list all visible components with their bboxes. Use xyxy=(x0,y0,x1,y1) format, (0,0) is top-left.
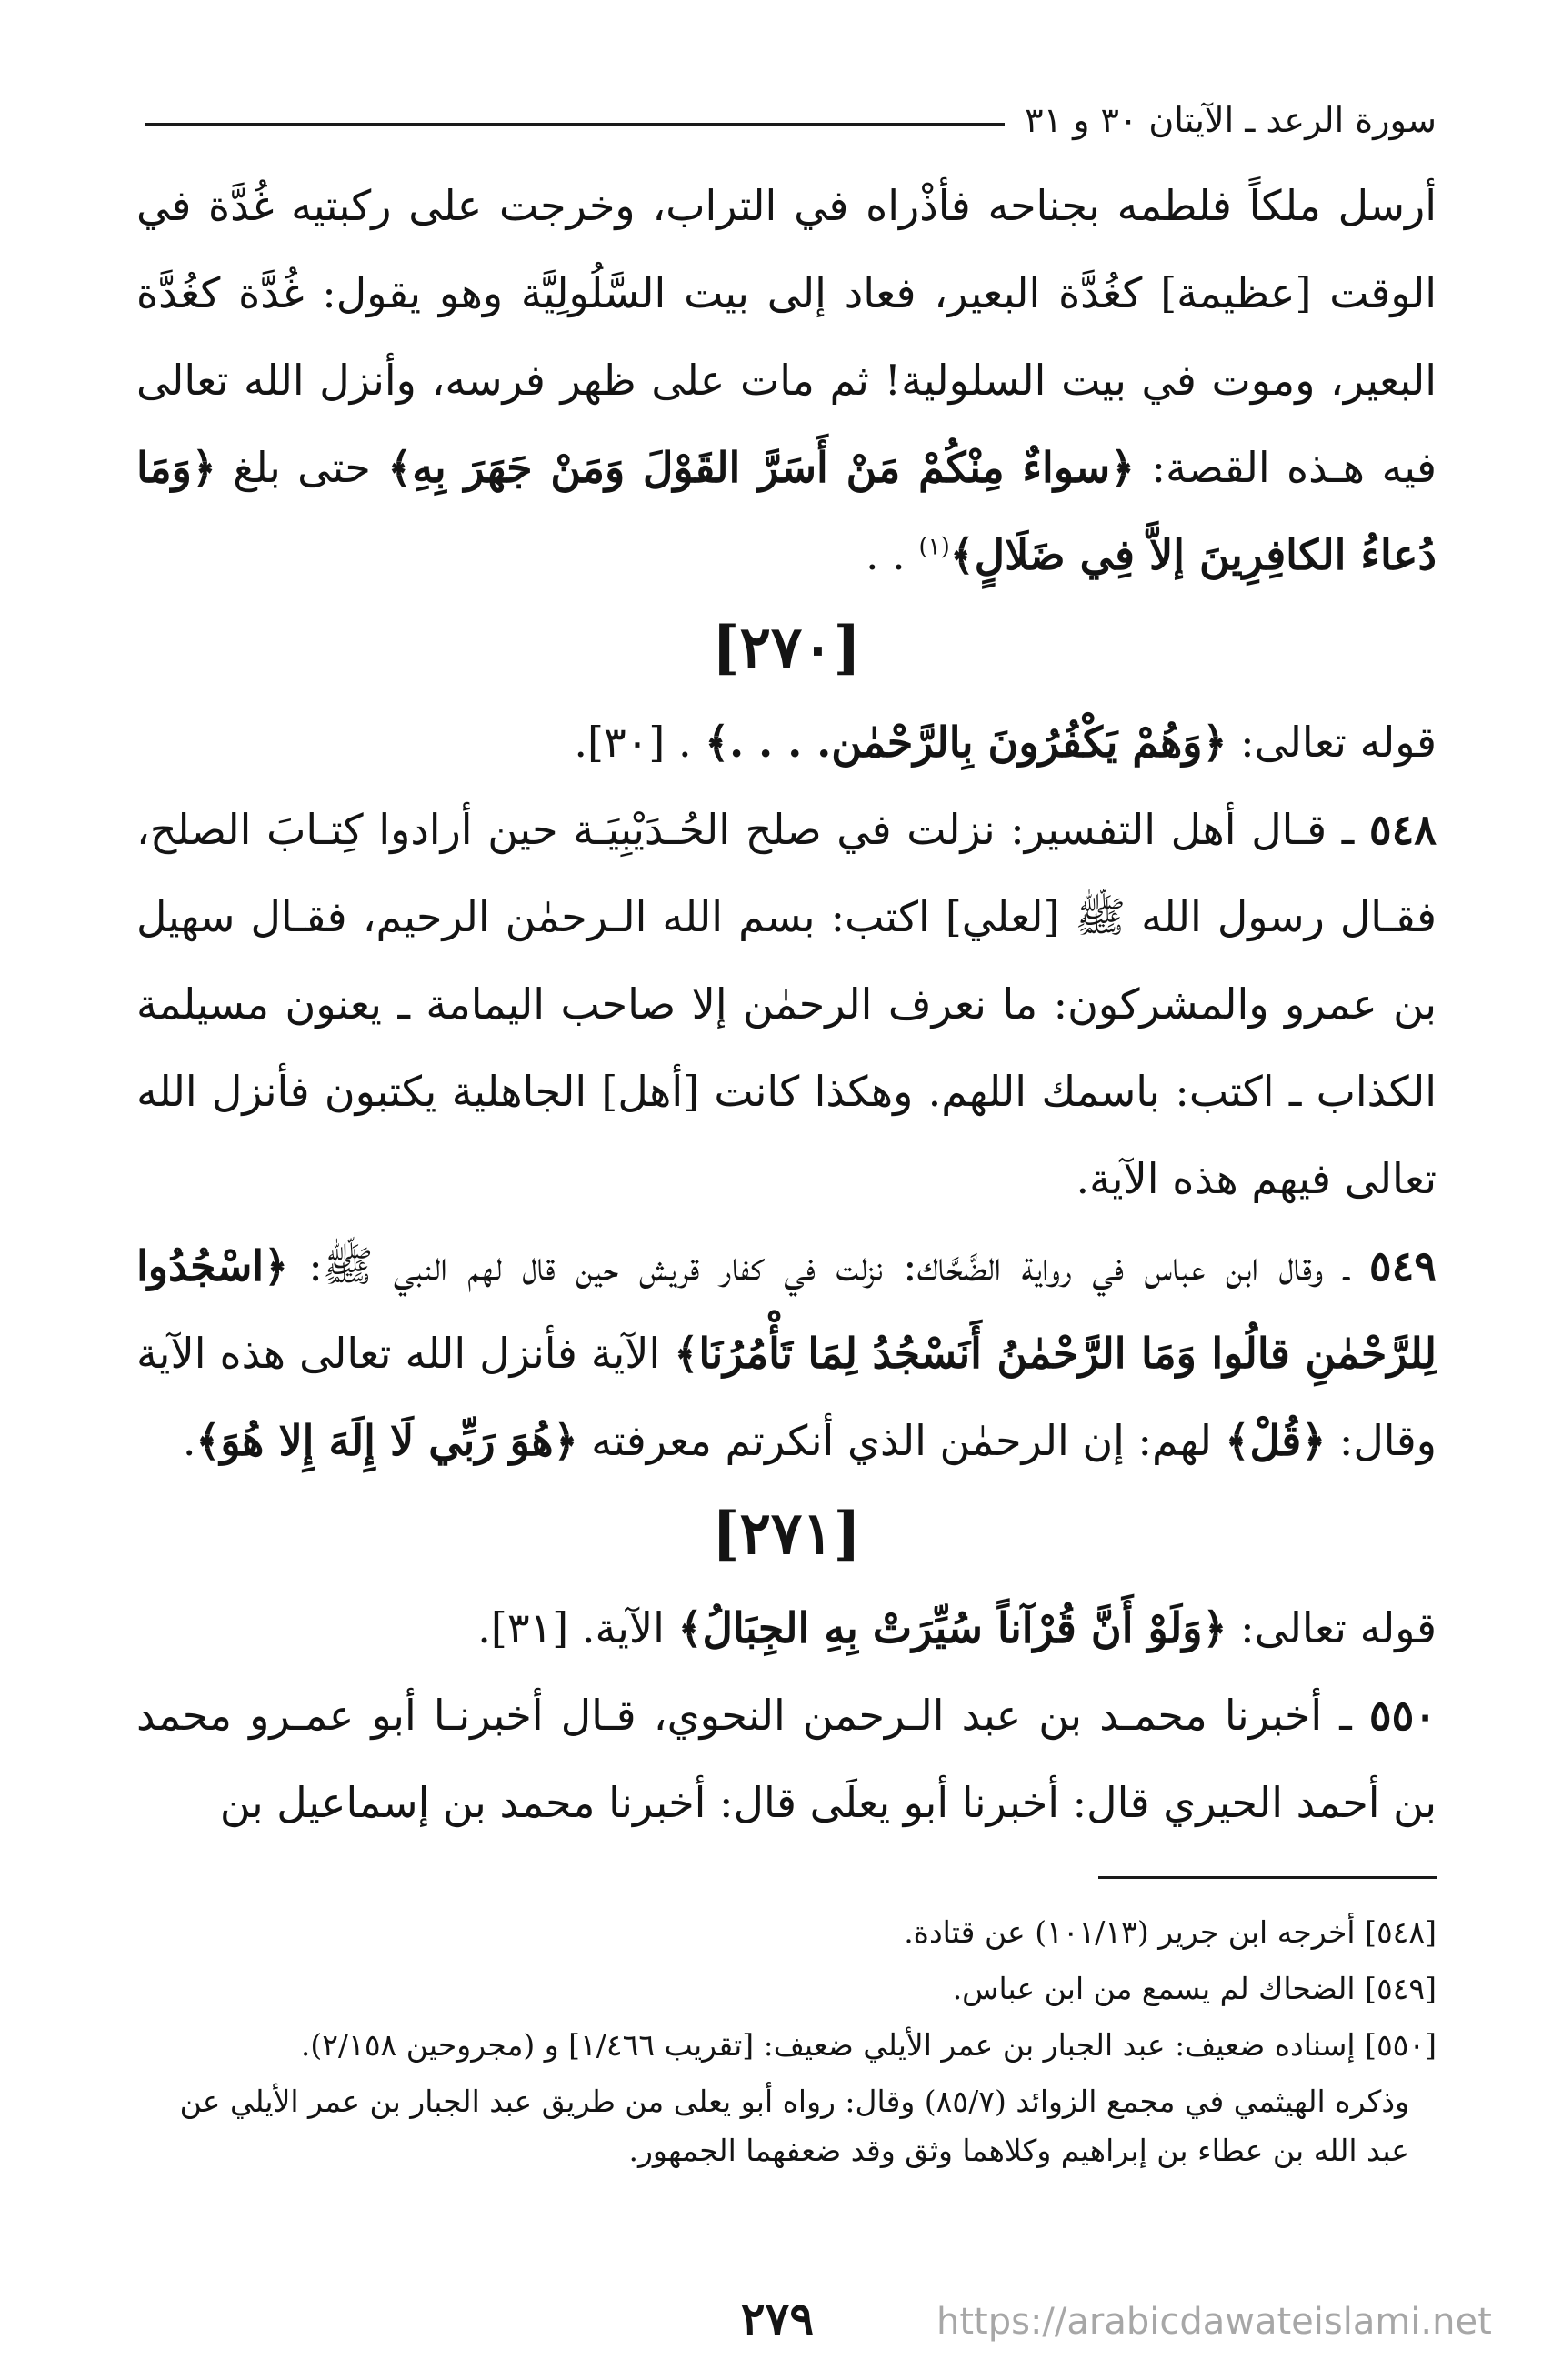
footnote xyxy=(136,2021,1437,2070)
footnote-text: أخرجه ابن جرير (١٠١/١٣) عن قتادة. xyxy=(904,1914,1356,1950)
narration-text: ـ قـال أهل التفسير: نزلت في صلح الحُـدَيْبِيَـة حين أرادوا كِتـابَ الصلح، فقـال رسول الله ﷺ [لعلي] اكتب: بسم الله الـرحمٰن الرحيم، فقـال سهيل بن عمرو والمشركون: ما نعرف الرحمٰن إلا صاحب اليمامة ـ يعنون مسيلمة الكذاب ـ اكتب: باسمك اللهم. وهكذا كانت [أهل] الجاهلية يكتبون فأنزل الله تعالى فيهم هذه الآية. xyxy=(136,805,1437,1203)
footnote-rule xyxy=(1098,1876,1437,1879)
verse-quote: ﴿وَهُمْ يَكْفُرُونَ بِالرَّحْمٰن. . . .﴾ xyxy=(705,718,1227,767)
verse-ref: . [٣٠]. xyxy=(574,718,692,767)
footnote-text: إسناده ضعيف: عبد الجبار بن عمر الأيلي ضعيف: [تقريب ١/٤٦٦] و (مجروحين ٢/١٥٨). xyxy=(300,2027,1356,2063)
footnote xyxy=(136,1908,1437,1957)
running-title: سورة الرعد ـ الآيتان ٣٠ و ٣١ xyxy=(1025,100,1437,140)
narration-text-2: الآية فأنزل الله تعالى هذه الآية وقال: xyxy=(136,1329,1437,1465)
narration-number: ٥٤٩ xyxy=(1368,1241,1437,1290)
narration-text: ـ أخبرنا محمـد بن عبد الـرحمن النحوي، قـال أخبرنـا أبو عمـرو محمد بن أحمد الحيري قال: أخبرنا أبو يعلَى قال: أخبرنا محمد بن إسماعيل بن xyxy=(136,1691,1437,1827)
continuation-ellipsis: . . xyxy=(865,530,906,579)
narration-number: ٥٥٠ xyxy=(1368,1691,1437,1740)
verse-ref: الآية. [٣١]. xyxy=(477,1603,665,1652)
footnote-text: الضحاك لم يسمع من ابن عباس. xyxy=(952,1971,1356,2006)
section-number-270: [٢٧٠] xyxy=(712,614,861,682)
running-header xyxy=(145,93,1437,147)
narration-text-3: لهم: إن الرحمٰن الذي أنكرتم معرفته xyxy=(591,1416,1212,1465)
narration-number: ٥٤٨ xyxy=(1368,805,1437,854)
footnote-ref: (١) xyxy=(918,533,950,561)
footnote-continuation: وذكره الهيثمي في مجمع الزوائد (٨٥/٧) وقال: رواه أبو يعلى من طريق عبد الجبار بن عمر الأيلي عن عبد الله بن عطاء بن إبراهيم وكلاهما وثق وقد ضعفهما الجمهور. xyxy=(179,2084,1409,2168)
verse-intro: قوله تعالى: xyxy=(1240,718,1437,767)
quran-quote: ﴿هُوَ رَبِّي لَا إِلَهَ إِلا هُوَ﴾ xyxy=(195,1416,578,1465)
verse-intro: قوله تعالى: xyxy=(1240,1603,1437,1652)
section-number-271: [٢٧١] xyxy=(712,1500,861,1568)
footnote xyxy=(136,1964,1437,2013)
continuation-paragraph xyxy=(136,162,1437,598)
quran-quote: ﴿قُلْ﴾ xyxy=(1225,1416,1327,1465)
quran-quote-2: ﴿وَمَا دُعاءُ الكافِرِينَ إلاَّ فِي ضَلَالٍ﴾ xyxy=(136,443,1437,579)
continuation-text-1: أرسل ملكاً فلطمه بجناحه فأذْراه في التراب، وخرجت على ركبتيه غُدَّة في الوقت [عظيمة] كغُدَّة البعير، فعاد إلى بيت السَّلُولِيَّة وهو يقول: غُدَّة كغُدَّة البعير، وموت في بيت السلولية! ثم مات على ظهر فرسه، وأنزل الله تعالى فيه هـذه القصة: xyxy=(136,181,1437,492)
verse-quote: ﴿وَلَوْ أَنَّ قُرْآناً سُيِّرَتْ بِهِ الجِبَالُ﴾ xyxy=(677,1603,1227,1652)
watermark: https://arabicdawateislami.net xyxy=(936,2301,1492,2343)
main-text xyxy=(136,162,1437,1846)
footnote-id: [٥٤٨] xyxy=(1365,1914,1437,1950)
page-number: ٢٧٩ xyxy=(740,2292,815,2345)
header-rule xyxy=(145,123,1005,126)
quran-quote-1: ﴿سواءٌ مِنْكُمْ مَنْ أَسَرَّ القَوْلَ وَمَنْ جَهَرَ بِهِ﴾ xyxy=(387,443,1136,492)
narration-text-1: ـ وقال ابن عباس في رواية الضَّحَّاك: نزلت في كفار قريش حين قال لهم النبي ﷺ: xyxy=(308,1241,1349,1290)
quran-quote: ﴿اسْجُدُوا لِلرَّحْمٰنِ قالُوا وَمَا الرَّحْمٰنُ أَنَسْجُدُ لِمَا تَأْمُرُنَا﴾ xyxy=(136,1241,1437,1378)
verse-heading-271 xyxy=(136,1584,1437,1672)
narration-549 xyxy=(136,1222,1437,1484)
continuation-text-2: حتى بلغ xyxy=(233,443,371,492)
footnote-id: [٥٥٠] xyxy=(1365,2027,1437,2063)
footnote-id: [٥٤٩] xyxy=(1365,1971,1437,2006)
narration-end: . xyxy=(182,1416,196,1465)
narration-550 xyxy=(136,1672,1437,1846)
verse-heading-270 xyxy=(136,698,1437,786)
narration-548 xyxy=(136,786,1437,1222)
footnotes xyxy=(136,1908,1437,2175)
